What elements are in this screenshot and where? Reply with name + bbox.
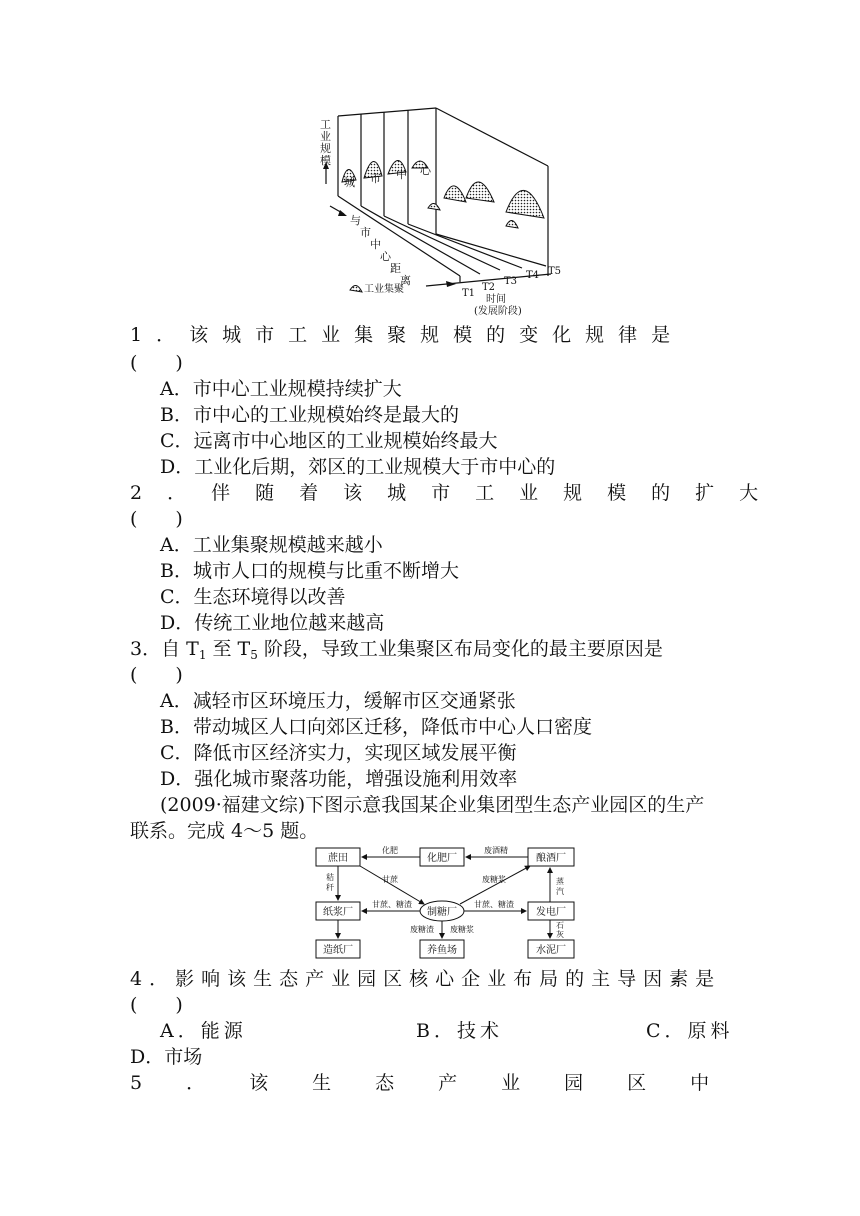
- depth-label-1: 与: [350, 214, 361, 227]
- q1-paren: ( ): [130, 352, 183, 374]
- q2-stem-text: 2．伴随着该城市工业规模的扩大: [130, 482, 784, 504]
- q1-option-c: C．远离市中心地区的工业规模始终最大: [160, 430, 498, 452]
- edge-fertilizer: 化肥: [382, 846, 398, 855]
- node-paper-mill: 造纸厂: [323, 945, 353, 956]
- q2-stem: [130, 480, 784, 506]
- node-fish-farm: 养鱼场: [427, 945, 457, 956]
- q4-option-a: A．能源: [160, 1020, 247, 1042]
- node-cement-plant: 水泥厂: [536, 945, 566, 956]
- q3-option-b: B．带动城区人口向郊区迁移，降低市中心人口密度: [160, 716, 592, 738]
- intro-line-1: [160, 792, 730, 818]
- q4-option-c: C．原料: [646, 1020, 734, 1042]
- q3-option-d: D．强化城市聚落功能，增强设施利用效率: [160, 768, 518, 790]
- stage-t5: T5: [548, 266, 562, 277]
- edge-lime-2: 灰: [556, 930, 564, 939]
- edge-bagasse-right: 甘蔗、糖渣: [474, 900, 514, 909]
- y-axis-label-1: 工: [320, 118, 331, 131]
- industry-agglomeration-figure: [316, 106, 576, 316]
- city-center-char-1: 城: [344, 176, 355, 189]
- stage-t2: T2: [482, 282, 496, 293]
- node-sugarcane-field: 蔗田: [328, 853, 348, 864]
- edge-waste-dregs: 废糖渣: [410, 925, 434, 934]
- time-axis-label: 时间: [486, 294, 506, 305]
- q3-sub-5: 5: [250, 648, 258, 662]
- intro-source: (2009·福建文综): [160, 794, 306, 816]
- depth-label-6: 离: [400, 274, 411, 287]
- q3-option-a: A．减轻市区环境压力，缓解市区交通紧张: [160, 690, 516, 712]
- edge-straw-2: 秆: [326, 883, 334, 892]
- q1-option-b: B．市中心的工业规模始终是最大的: [160, 404, 459, 426]
- node-brewery: 酿酒厂: [536, 853, 566, 864]
- q3-option-c: C．降低市区经济实力，实现区域发展平衡: [160, 742, 517, 764]
- legend-label: 工业集聚: [364, 284, 404, 295]
- depth-label-3: 中: [370, 238, 381, 251]
- q2-option-d: D．传统工业地位越来越高: [160, 612, 385, 634]
- city-center-char-2: 市: [370, 172, 381, 185]
- q2-option-b: B．城市人口的规模与比重不断增大: [160, 560, 459, 582]
- y-axis-label-3: 规: [320, 142, 331, 155]
- q1-option-a: A．市中心工业规模持续扩大: [160, 378, 402, 400]
- q3-stem-part-b: 至 T: [206, 638, 251, 660]
- q2-option-a: A．工业集聚规模越来越小: [160, 534, 383, 556]
- q2-paren: ( ): [130, 508, 183, 530]
- q3-stem-part-c: 阶段，导致工业集聚区布局变化的最主要原因是: [257, 638, 663, 660]
- node-pulp-mill: 纸浆厂: [323, 907, 353, 918]
- depth-label-2: 市: [360, 226, 371, 239]
- q4-option-d: D．市场: [130, 1046, 203, 1068]
- intro-line-2: 联系。完成 4～5 题。: [130, 820, 319, 842]
- depth-label-5: 距: [390, 262, 401, 275]
- q5-stem: [130, 1070, 754, 1096]
- q1-stem-text: 1．该城市工业集聚规模的变化规律是: [130, 324, 685, 346]
- y-axis-label-2: 业: [320, 130, 331, 143]
- q4-option-b: B．技术: [416, 1020, 503, 1042]
- edge-straw-1: 秸: [326, 873, 334, 882]
- q2-option-c: C．生态环境得以改善: [160, 586, 346, 608]
- eco-industrial-park-diagram: [310, 840, 580, 962]
- q3-sub-1: 1: [198, 648, 207, 662]
- edge-steam-2: 汽: [556, 887, 564, 896]
- edge-waste-distillers: 废酒精: [484, 846, 508, 855]
- city-center-char-3: 中: [396, 168, 407, 181]
- edge-bagasse-left: 甘蔗、糖渣: [372, 900, 412, 909]
- intro-text-1: 下图示意我国某企业集团型生态产业园区的生产: [305, 794, 705, 816]
- city-center-char-4: 心: [420, 164, 431, 177]
- node-fertilizer-plant: 化肥厂: [427, 853, 457, 864]
- edge-waste-molasses-bottom: 废糖浆: [450, 925, 474, 934]
- q4-stem: [130, 966, 730, 992]
- stage-t1: T1: [462, 288, 476, 299]
- node-sugar-mill: 制糖厂: [427, 907, 457, 918]
- edge-steam-1: 蒸: [556, 877, 564, 886]
- node-power-plant: 发电厂: [536, 907, 566, 918]
- edge-lime-1: 石: [556, 921, 564, 930]
- edge-molasses: 废糖浆: [482, 875, 506, 884]
- q3-stem-part-a: 3．自 T: [130, 638, 199, 660]
- y-axis-label-4: 模: [320, 154, 331, 167]
- q4-stem-text: 4．影响该生态产业园区核心企业布局的主导因素是: [130, 968, 722, 990]
- q1-option-d: D．工业化后期，郊区的工业规模大于市中心的: [160, 456, 556, 478]
- edge-sugarcane: 甘蔗: [382, 875, 398, 884]
- q4-paren: ( ): [130, 994, 183, 1016]
- depth-label-4: 心: [380, 250, 391, 263]
- stage-t4: T4: [526, 270, 540, 281]
- q5-stem-text: 5．该生态产业园区中: [130, 1072, 754, 1094]
- stage-t3: T3: [504, 276, 518, 287]
- time-axis-sub: (发展阶段): [474, 306, 522, 316]
- q1-stem: [130, 322, 730, 348]
- q3-paren: ( ): [130, 664, 183, 686]
